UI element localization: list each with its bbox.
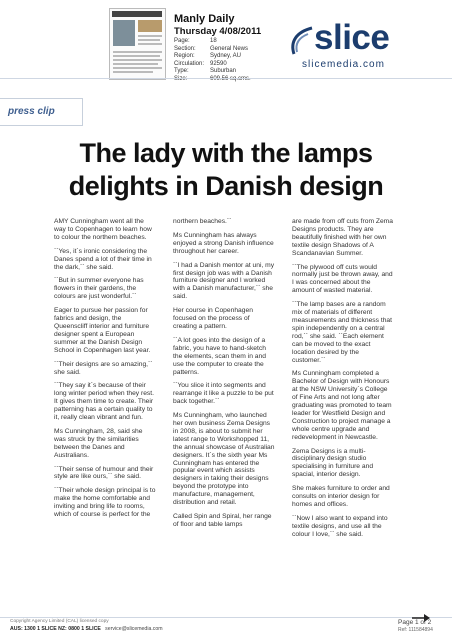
publication-name: Manly Daily [174,13,235,25]
footer-divider [0,617,452,618]
article-column-3 [292,218,394,545]
article-paragraph: Called Spin and Spiral, her range of floor and table lamps [173,513,272,528]
meta-key: Type: [174,68,189,75]
footer-contact [10,626,163,632]
header-divider [0,78,452,79]
meta-value: Sydney, AU [210,53,241,60]
logo-wordmark: slice [314,18,390,57]
meta-value: Suburban [210,68,237,75]
footer-phone: AUS: 1300 1 SLICE NZ: 0800 1 SLICE [10,626,101,632]
meta-row [174,46,262,54]
meta-key: Page: [174,38,190,44]
article-paragraph: ``Their designs are so amazing,`` she said. [54,360,153,376]
headline-line-1: The lady with the lamps [79,138,373,168]
article-paragraph: Her course in Copenhagen focused on the process of creating a pattern. [173,307,253,330]
logo-swoosh-icon [288,26,314,56]
meta-row [174,61,262,69]
article-paragraph: ``The plywood off cuts would normally just be thrown away, and I was concerned about the amount of wasted material. [292,263,393,295]
clip-reference: Ref: 111584894 [398,627,433,633]
article-paragraph: Ms Cunningham, who launched her own business Zema Designs in 2008, is about to submit her latest range to Workshopped 11, the annual showcase of Australian designers. It`s the sixth year Ms Cunningham has entered the popular event which assists designers in taking their designs beyond the prototype into manufacture, management, distribution and retail. [173,412,275,507]
footer-email[interactable]: service@slicemedia.com [105,626,163,632]
article-paragraph: ``Their sense of humour and their style are like ours,`` she said. [54,465,154,481]
slice-logo [296,12,436,78]
meta-key: Region: [174,53,195,60]
meta-value: 92590 [210,60,227,67]
article-paragraph: ``Yes, it`s ironic considering the Danes spend a lot of their time in the dark,`` she said. [54,247,152,271]
article-paragraph: ``But in summer everyone has flowers in their gardens, the colours are just wonderful.`` [54,277,144,301]
article-paragraph: ``I had a Danish mentor at uni, my first design job was with a Danish furniture designer and I worked with a Danish manufacturer,`` she said. [173,261,275,301]
article-paragraph: Zema Designs is a multi-disciplinary design studio specialising in furniture and spacial, interior design. [292,447,374,479]
meta-value: 18 [210,38,217,44]
article-column-1 [54,218,156,525]
article-paragraph: She makes furniture to order and consults on interior design for homes and offices. [292,485,390,508]
footer-copyright: Copyright Agency Limited (CAL) licensed copy [10,619,109,624]
publication-meta [174,38,262,84]
publication-date: Thursday 4/08/2011 [174,26,262,37]
meta-value: General News [210,45,249,52]
article-paragraph: ``Now I also want to expand into textile designs, and use all the colour I love,`` she said. [292,514,388,538]
article-column-2 [173,218,275,535]
article-paragraph: ``You slice it into segments and rearrange it like a puzzle to be put back together.`` [173,382,274,406]
article-paragraph: ``They say it`s because of their long winter period when they rest. It gives them time to create. Their patterning has a certain quality to it, really clean vibrant and fun. [54,382,154,422]
meta-row [174,68,262,76]
article-paragraph: ``A lot goes into the design of a fabric, you have to hand-sketch the elements, scan them in and use the computer to create the patterns. [173,336,266,376]
logo-url: slicemedia.com [302,59,385,70]
article-paragraph: Eager to pursue her passion for fabrics and design, the Queenscliff interior and furniture designer spent a European summer at the Danish Design School in Copenhagen last year. [54,307,151,354]
article-paragraph: northern beaches.`` [173,218,232,225]
meta-key: Circulation: [174,60,205,67]
article-paragraph: AMY Cunningham went all the way to Copenhagen to learn how to colour the northern beaches. [54,218,152,241]
article-paragraph: are made from off cuts from Zema Designs products. They are beautifully finished with her own textile design Shadows of A Scandanavian Summer. [292,218,393,257]
meta-key: Section: [174,45,196,52]
headline-line-2: delights in Danish design [68,171,384,201]
press-clip-label: press clip [8,106,55,117]
article-headline [0,137,452,203]
meta-row [174,38,262,46]
article-paragraph: ``The lamp bases are a random mix of materials of different measurements and thickness that spin independently on a central rod,`` she said. ``Each element can be moved to the exact location desired by the customer.`` [292,301,392,364]
article-paragraph: Ms Cunningham has always enjoyed a strong Danish influence throughout her career. [173,231,274,255]
clipping-thumbnail [109,8,166,80]
meta-row [174,53,262,61]
article-paragraph: Ms Cunningham, 28, said she was struck by the similarities between the Danes and Australians. [54,427,143,459]
page-number: Page 1 of 2 [398,619,432,626]
article-paragraph: ``Their whole design principal is to make the home comfortable and inviting and bring life to rooms, which of course is perfect for the [54,487,156,519]
article-paragraph: Ms Cunningham completed a Bachelor of Design with Honours at the NSW University`s College of Fine Arts and not long after graduating was promoted to team leader for Westfield Design and Construction to project manage a whole centre upgrade and redevelopment in Newcastle. [292,370,392,441]
